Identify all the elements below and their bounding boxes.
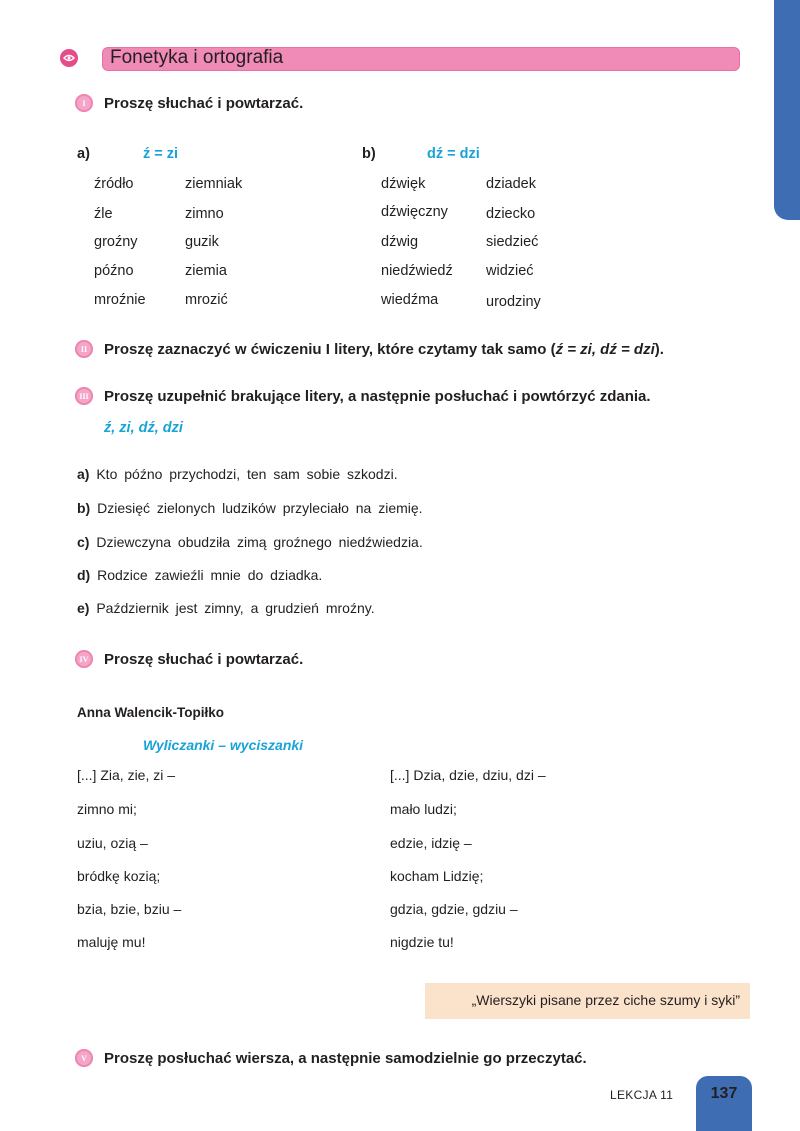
sentence-label: c): [77, 534, 90, 550]
exercise-number: I: [75, 94, 93, 112]
poem-author: Anna Walencik-Topiłko: [77, 705, 225, 720]
word: późno: [94, 263, 134, 279]
sentence: [77, 534, 423, 550]
sentence-label: d): [77, 567, 91, 583]
word: niedźwiedź: [381, 263, 453, 279]
column-a-label: a): [77, 146, 90, 162]
poem-line: kocham Lidzię;: [390, 868, 484, 884]
exercise-4: [75, 650, 303, 668]
chapter-tab: [774, 0, 800, 220]
exercise-5: [75, 1049, 587, 1067]
poem-line: bzia, bzie, bziu –: [77, 901, 182, 917]
sentence: [77, 466, 398, 482]
word: guzik: [185, 234, 219, 250]
poem-line: [...] Dzia, dzie, dziu, dzi –: [390, 767, 546, 783]
word: zimno: [185, 206, 224, 222]
word: mrozić: [185, 292, 228, 308]
word: groźny: [94, 234, 138, 250]
poem-line: bródkę kozią;: [77, 868, 161, 884]
exercise-3: [75, 387, 651, 405]
poem-line: mało ludzi;: [390, 801, 457, 817]
exercise-instruction-end: ).: [654, 340, 664, 358]
column-b-rule: dź = dzi: [427, 146, 480, 162]
exercise-instruction: Proszę słuchać i powtarzać.: [104, 650, 304, 668]
sentence-label: a): [77, 466, 90, 482]
word: dźwięczny: [381, 204, 448, 220]
word: dźwięk: [381, 176, 426, 192]
poem-line: zimno mi;: [77, 801, 137, 817]
sentence-label: e): [77, 600, 90, 616]
poem-line: edzie, idzię –: [390, 835, 472, 851]
word: urodziny: [486, 294, 541, 310]
exercise-instruction: Proszę słuchać i powtarzać.: [104, 94, 304, 112]
exercise-1: [75, 94, 303, 112]
column-a-rule: ź = zi: [143, 146, 179, 162]
word: mroźnie: [94, 292, 146, 308]
word: widzieć: [486, 263, 534, 279]
column-b-label: b): [362, 146, 376, 162]
word: dźwig: [381, 234, 419, 250]
sentence-text: Kto późno przychodzi, ten sam sobie szkodzi.: [96, 466, 398, 482]
word: dziecko: [486, 206, 536, 222]
section-title: Fonetyka i ortografia: [110, 47, 284, 68]
exercise-2: [75, 340, 664, 358]
sentence-text: Dziewczyna obudziła zimą groźnego niedźwiedzia.: [96, 534, 423, 550]
word: źródło: [94, 176, 134, 192]
sentence: [77, 600, 375, 616]
exercise-number: IV: [75, 650, 93, 668]
poem-line: uziu, ozią –: [77, 835, 148, 851]
poem-line: nigdzie tu!: [390, 934, 454, 950]
sentence-text: Październik jest zimny, a grudzień mroźny.: [96, 600, 375, 616]
exercise-instruction: Proszę zaznaczyć w ćwiczeniu I litery, które czytamy tak samo (: [104, 340, 556, 358]
word: ziemniak: [185, 176, 243, 192]
sentence: [77, 567, 322, 583]
ear-icon: [60, 49, 78, 67]
letters-hint: ź, zi, dź, dzi: [104, 420, 183, 436]
poem-line: [...] Zia, zie, zi –: [77, 767, 176, 783]
poem-line: maluję mu!: [77, 934, 146, 950]
exercise-rule-italic: ź = zi, dź = dzi: [555, 340, 655, 358]
word: dziadek: [486, 176, 536, 192]
poem-line: gdzia, gdzie, gdziu –: [390, 901, 518, 917]
source-quote: „Wierszyki pisane przez ciche szumy i syki”: [471, 992, 740, 1008]
exercise-instruction: Proszę uzupełnić brakujące litery, a następnie posłuchać i powtórzyć zdania.: [104, 387, 651, 405]
page-number: 137: [696, 1076, 752, 1131]
exercise-instruction: Proszę posłuchać wiersza, a następnie samodzielnie go przeczytać.: [104, 1049, 587, 1067]
poem-title: Wyliczanki – wyciszanki: [143, 737, 304, 753]
lesson-label: LEKCJA 11: [610, 1088, 674, 1102]
sentence-text: Rodzice zawieźli mnie do dziadka.: [97, 567, 323, 583]
exercise-number: V: [75, 1049, 93, 1067]
word: wiedźma: [381, 292, 439, 308]
exercise-number: II: [75, 340, 93, 358]
section-header: [60, 47, 740, 71]
sentence: [77, 500, 423, 516]
word: siedzieć: [486, 234, 539, 250]
sentence-label: b): [77, 500, 91, 516]
word: ziemia: [185, 263, 227, 279]
exercise-number: III: [75, 387, 93, 405]
sentence-text: Dziesięć zielonych ludzików przyleciało na ziemię.: [97, 500, 423, 516]
source-quote-box: [425, 983, 750, 1019]
word: źle: [94, 206, 113, 222]
